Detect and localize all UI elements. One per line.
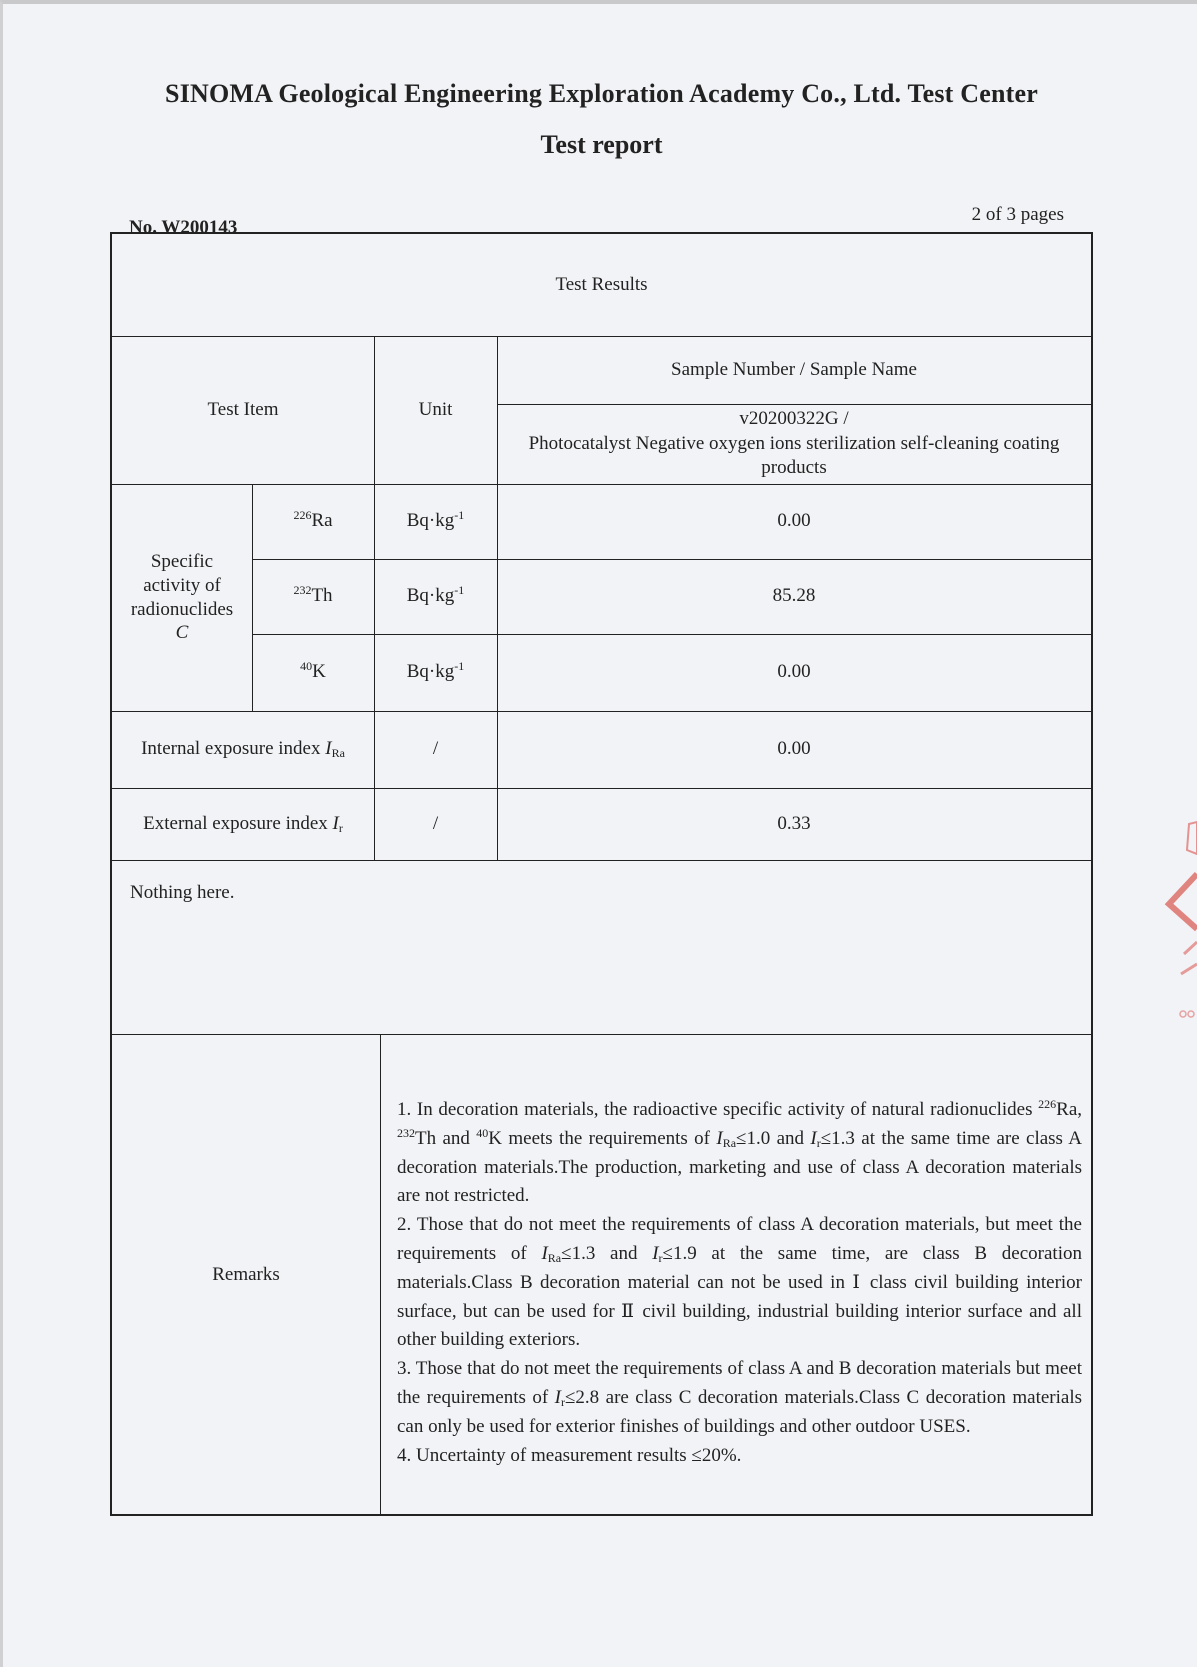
remarks-text: [397, 1096, 1082, 1470]
header-sample: Sample Number / Sample Name: [671, 358, 917, 380]
sample-name: Photocatalyst Negative oxygen ions sterilization self-cleaning coating products: [528, 432, 1060, 479]
value-th232: 85.28: [772, 585, 816, 607]
nuclide-ra226: $^{226}$Ra: [293, 508, 333, 532]
report-title: SINOMA Geological Engineering Exploration Academy Co., Ltd. Test Center: [165, 79, 1038, 108]
remark-1: 1. In decoration materials, the radioactive specific activity of natural radionuclides $^{226}$Ra, $^{232}$Th and $^{40}$K meets the requirements of $I_{Ra}\le 1.0$ and $I_r\le 1.3$ at the same time are class A decoration materials.The production, marketing and use of class A decoration materials are not restricted.: [397, 1097, 1082, 1207]
conclusion-text: Nothing here.: [130, 882, 235, 903]
seal-stamp-icon: [1159, 814, 1197, 1044]
external-exposure-label: External exposure index $I_r$: [143, 812, 343, 835]
unit-ra226: $Bq\cdot kg^{-1}$: [406, 508, 465, 532]
external-exposure-unit: /: [432, 812, 439, 834]
page-indicator: 2 of 3 pages: [971, 204, 1064, 225]
external-exposure-value: 0.33: [777, 812, 811, 834]
test-results-table: [110, 232, 1093, 1516]
value-k40: 0.00: [777, 661, 811, 683]
remarks-label: Remarks: [212, 1263, 280, 1285]
sample-info: [497, 404, 1091, 484]
value-ra226: 0.00: [777, 510, 811, 532]
nuclide-k40: $^{40}$K: [300, 659, 326, 683]
header-unit: Unit: [418, 398, 453, 420]
report-subtitle: Test report: [540, 130, 663, 159]
report-number: No. W200143: [129, 217, 238, 238]
remark-4: 4. Uncertainty of measurement results ≤20%.: [397, 1444, 742, 1466]
table-caption: Test Results: [555, 273, 648, 295]
internal-exposure-unit: /: [432, 738, 439, 760]
internal-exposure-label: Internal exposure index $I_{Ra}$: [141, 738, 345, 761]
header-test-item: Test Item: [207, 398, 279, 420]
specific-activity-label: Specific activity of radionuclides C: [130, 551, 234, 644]
internal-exposure-value: 0.00: [777, 738, 811, 760]
remark-2: 2. Those that do not meet the requirements of class A decoration materials, but meet the requirements of $I_{Ra}\le 1.3$ and $I_r\le 1.9$ at the same time, are class B decoration materials.Class B decoration material can not be used in Ⅰ class civil building interior surface, but can be used for Ⅱ civil building, industrial building interior surface and all other building exteriors.: [397, 1214, 1082, 1351]
nuclide-th232: $^{232}$Th: [293, 583, 333, 607]
sample-id: v20200322G /: [739, 407, 849, 429]
unit-k40: $Bq\cdot kg^{-1}$: [406, 659, 465, 683]
remark-3: 3. Those that do not meet the requirements of class A and B decoration materials but meet the requirements of $I_r\le 2.8$ are class C decoration materials.Class C decoration materials can only be used for exterior finishes of buildings and other outdoor USES.: [397, 1358, 1082, 1437]
unit-th232: $Bq\cdot kg^{-1}$: [406, 583, 465, 607]
